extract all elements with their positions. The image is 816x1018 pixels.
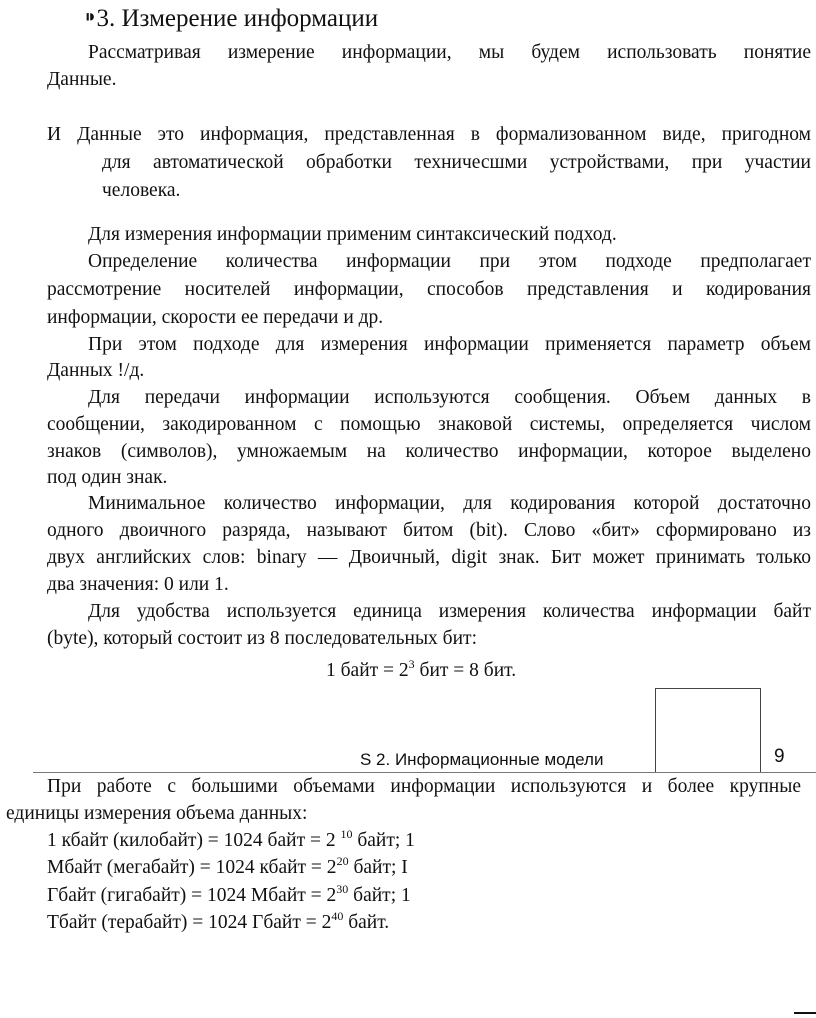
paragraph-line: И Данные это информация, представленная в формализованном виде, пригодном — [47, 124, 811, 145]
footer-title: S 2. Информационные модели — [360, 750, 604, 769]
unit-lead: Гбайт (гигабайт) = 1024 Мбайт = 2 — [47, 885, 337, 906]
paragraph-line: Для удобства используется единица измерения количества информации байт — [88, 601, 811, 622]
paragraph-line: При этом подходе для измерения информации применяется параметр объем — [88, 334, 811, 355]
unit-exponent: 20 — [336, 854, 349, 868]
unit-tail: байт. — [343, 912, 390, 933]
paragraph-line: Для передачи информации используются сообщения. Объем данных в — [88, 387, 811, 408]
paragraph-line: два значения: 0 или 1. — [47, 574, 229, 595]
paragraph-line: двух английских слов: binary — Двоичный, digit знак. Бит может принимать только — [47, 547, 811, 568]
paragraph-line: Данных !/д. — [47, 360, 145, 381]
paragraph-line: рассмотрение носителей информации, способов представления и кодирования — [47, 279, 811, 300]
paragraph-line: При работе с большими объемами информации используются и более крупные — [47, 776, 801, 797]
paragraph-line: Для измерения информации применим синтаксический подход. — [88, 224, 617, 245]
unit-lead: 1 кбайт (килобайт) = 1024 байт = 2 — [47, 830, 341, 851]
unit-tail: байт; 1 — [348, 885, 411, 906]
paragraph-line: Минимальное количество информации, для кодирования которой достаточно — [88, 493, 811, 514]
footer-rule — [33, 772, 816, 773]
page-number: 9 — [774, 746, 785, 767]
unit-lead: Мбайт (мегабайт) = 1024 кбайт = 2 — [47, 857, 337, 878]
paragraph-line: под один знак. — [47, 467, 168, 488]
formula-lead: 1 байт = 2 — [326, 660, 409, 681]
unit-line-gigabyte — [47, 884, 411, 908]
unit-line-megabyte — [47, 856, 408, 880]
paragraph-line: для автоматической обработки техничесшми устройствами, при участии — [102, 152, 811, 173]
paragraph-line: единицы измерения объема данных: — [6, 803, 308, 824]
paragraph-line: информации, скорости ее передачи и др. — [47, 307, 384, 328]
formula-tail: бит = 8 бит. — [414, 660, 517, 681]
corner-dash — [794, 1012, 816, 1014]
unit-exponent: 40 — [331, 909, 344, 923]
unit-tail: байт; I — [348, 857, 408, 878]
paragraph-line: Определение количества информации при этом подходе предполагает — [88, 251, 811, 272]
formula-exponent: 3 — [408, 657, 415, 671]
paragraph-line: одного двоичного разряда, называют битом (bit). Слово «бит» сформировано из — [47, 520, 811, 541]
unit-exponent: 10 — [340, 827, 353, 841]
paragraph-line: Данные. — [47, 69, 117, 90]
unit-line-kilobyte — [47, 829, 415, 853]
byte-formula — [326, 659, 516, 683]
paragraph-line: сообщении, закодированном с помощью знаковой системы, определяется числом — [47, 414, 811, 435]
paragraph-line: (byte), который состоит из 8 последовательных бит: — [47, 628, 477, 649]
section-heading: ⁍3. Измерение информации — [84, 5, 379, 32]
unit-line-terabyte — [47, 911, 389, 935]
paragraph-line: Рассматривая измерение информации, мы будем использовать понятие — [88, 42, 811, 63]
unit-lead: Тбайт (терабайт) = 1024 Гбайт = 2 — [47, 912, 332, 933]
unit-tail: байт; 1 — [352, 830, 415, 851]
paragraph-line: знаков (символов), умножаемым на количество информации, которое выделено — [47, 441, 811, 462]
footer-frame — [655, 688, 761, 773]
paragraph-line: человека. — [102, 180, 181, 201]
unit-exponent: 30 — [336, 882, 349, 896]
